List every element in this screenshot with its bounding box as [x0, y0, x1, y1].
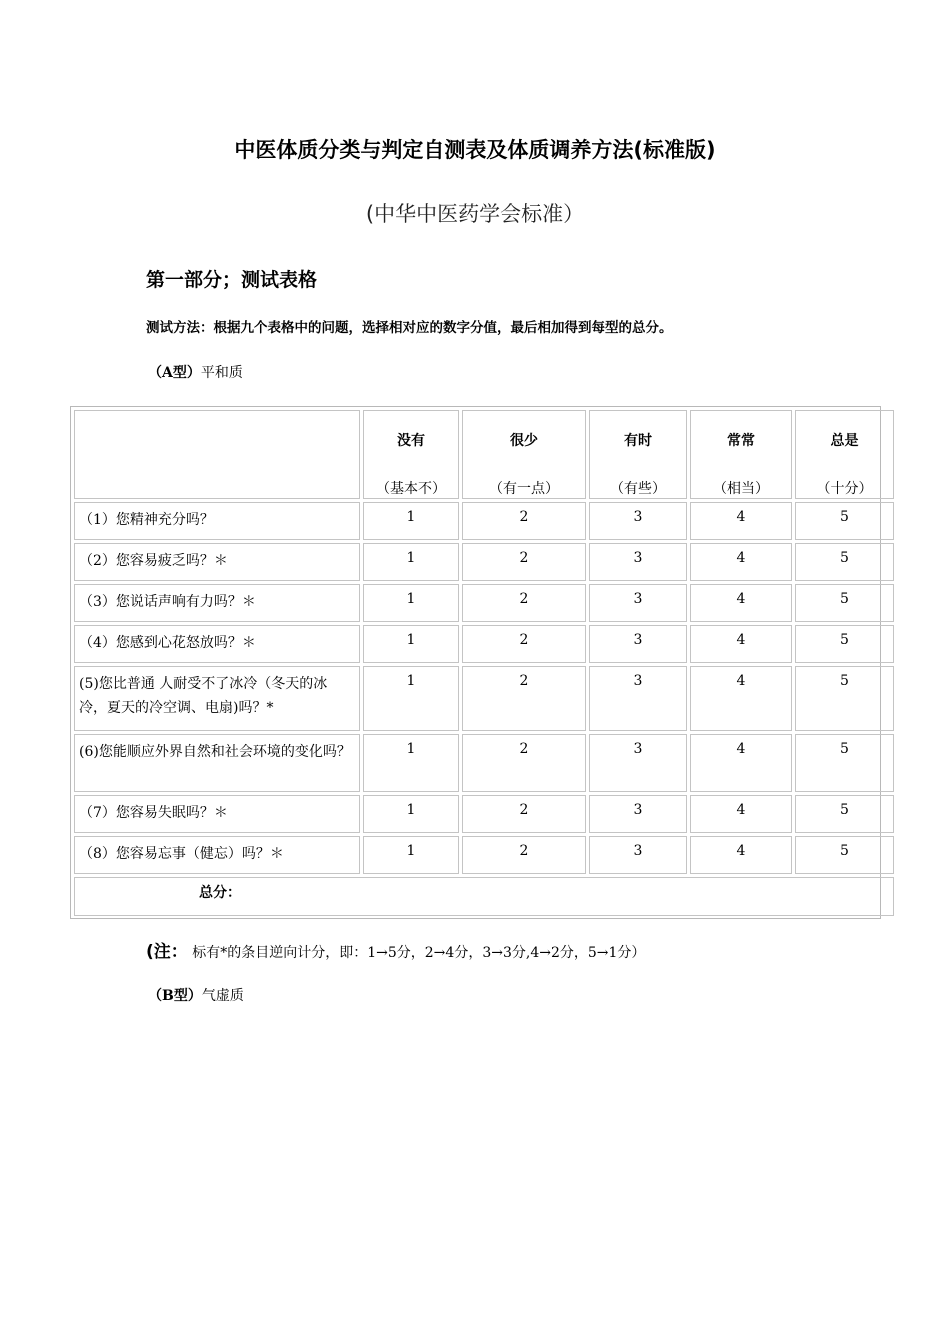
score-cell[interactable]: 1: [363, 543, 459, 581]
scoring-note: [146, 937, 645, 962]
header-col-3: [690, 410, 792, 499]
part-heading: 第一部分；测试表格: [146, 269, 318, 291]
table-row: [74, 666, 894, 731]
header-col-0: [363, 410, 459, 499]
score-cell[interactable]: 3: [589, 666, 687, 731]
question-cell: (5)您比普通 人耐受不了冰冷（冬天的冰冷，夏天的冷空调、电扇)吗？*: [74, 666, 360, 731]
score-cell[interactable]: 2: [462, 734, 586, 792]
header-sub: （基本不）: [376, 481, 446, 497]
question-cell: （8）您容易忘事（健忘）吗？＊: [74, 836, 360, 874]
score-cell[interactable]: 1: [363, 734, 459, 792]
score-cell[interactable]: 4: [690, 543, 792, 581]
score-cell[interactable]: 5: [795, 625, 894, 663]
score-cell[interactable]: 3: [589, 584, 687, 622]
score-cell[interactable]: 4: [690, 584, 792, 622]
score-cell[interactable]: 1: [363, 795, 459, 833]
score-cell[interactable]: 3: [589, 502, 687, 540]
score-cell[interactable]: 5: [795, 836, 894, 874]
score-cell[interactable]: 1: [363, 666, 459, 731]
header-sub: （有些）: [610, 481, 666, 497]
score-cell[interactable]: 1: [363, 625, 459, 663]
header-col-4: [795, 410, 894, 499]
score-cell[interactable]: 5: [795, 795, 894, 833]
note-text: 标有*的条目逆向计分，即：1→5分，2→4分，3→3分,4→2分，5→1分）: [187, 945, 646, 961]
type-a-label: [148, 362, 243, 382]
score-cell[interactable]: 5: [795, 584, 894, 622]
score-cell[interactable]: 5: [795, 543, 894, 581]
score-cell[interactable]: 3: [589, 625, 687, 663]
table-row: [74, 584, 894, 622]
type-b-name: 气虚质: [201, 988, 244, 1004]
score-cell[interactable]: 1: [363, 584, 459, 622]
header-sub: （十分）: [816, 481, 873, 497]
score-cell[interactable]: 2: [462, 795, 586, 833]
type-a-score-table: [71, 407, 897, 919]
score-cell[interactable]: 2: [462, 625, 586, 663]
header-label: 没有: [397, 433, 425, 449]
header-label: 有时: [624, 433, 652, 449]
score-cell[interactable]: 4: [690, 734, 792, 792]
table-header-row: [74, 410, 894, 499]
question-cell: (6)您能顺应外界自然和社会环境的变化吗？: [74, 734, 360, 792]
score-cell[interactable]: 4: [690, 502, 792, 540]
question-cell: （1）您精神充分吗？: [74, 502, 360, 540]
type-a-code: （A型）: [148, 365, 201, 381]
header-label: 总是: [830, 433, 859, 449]
table-row: [74, 502, 894, 540]
table-row: [74, 836, 894, 874]
header-col-2: [589, 410, 687, 499]
question-cell: （7）您容易失眠吗？＊: [74, 795, 360, 833]
header-col-1: [462, 410, 586, 499]
question-cell: （4）您感到心花怒放吗？＊: [74, 625, 360, 663]
header-sub: （相当）: [713, 481, 769, 497]
total-score-cell[interactable]: 总分：: [74, 877, 894, 916]
header-question-cell: [74, 410, 360, 499]
score-cell[interactable]: 4: [690, 795, 792, 833]
score-cell[interactable]: 2: [462, 666, 586, 731]
score-cell[interactable]: 4: [690, 625, 792, 663]
type-a-name: 平和质: [200, 365, 243, 381]
total-row: [74, 877, 894, 916]
score-cell[interactable]: 2: [462, 543, 586, 581]
score-cell[interactable]: 3: [589, 543, 687, 581]
score-cell[interactable]: 3: [589, 836, 687, 874]
table-row: [74, 543, 894, 581]
table-row: [74, 734, 894, 792]
type-a-table-frame: [70, 406, 881, 919]
note-lead: (注：: [146, 942, 188, 962]
score-cell[interactable]: 1: [363, 502, 459, 540]
score-cell[interactable]: 5: [795, 502, 894, 540]
score-cell[interactable]: 4: [690, 836, 792, 874]
score-cell[interactable]: 4: [690, 666, 792, 731]
type-b-label: [148, 985, 244, 1005]
score-cell[interactable]: 5: [795, 666, 894, 731]
score-cell[interactable]: 3: [589, 795, 687, 833]
type-b-code: （B型）: [148, 988, 202, 1004]
question-cell: （2）您容易疲乏吗？＊: [74, 543, 360, 581]
score-cell[interactable]: 5: [795, 734, 894, 792]
document-title: 中医体质分类与判定自测表及体质调养方法(标准版): [234, 138, 716, 162]
score-cell[interactable]: 2: [462, 584, 586, 622]
table-row: [74, 625, 894, 663]
score-cell[interactable]: 2: [462, 502, 586, 540]
score-cell[interactable]: 3: [589, 734, 687, 792]
header-label: 很少: [510, 433, 538, 449]
question-cell: （3）您说话声响有力吗？＊: [74, 584, 360, 622]
score-cell[interactable]: 1: [363, 836, 459, 874]
document-subtitle: (中华中医药学会标准）: [365, 202, 585, 226]
table-row: [74, 795, 894, 833]
header-sub: （有一点）: [489, 481, 559, 497]
header-label: 常常: [727, 433, 755, 449]
test-method-text: 测试方法：根据九个表格中的问题，选择相对应的数字分值，最后相加得到每型的总分。: [146, 320, 673, 336]
score-cell[interactable]: 2: [462, 836, 586, 874]
